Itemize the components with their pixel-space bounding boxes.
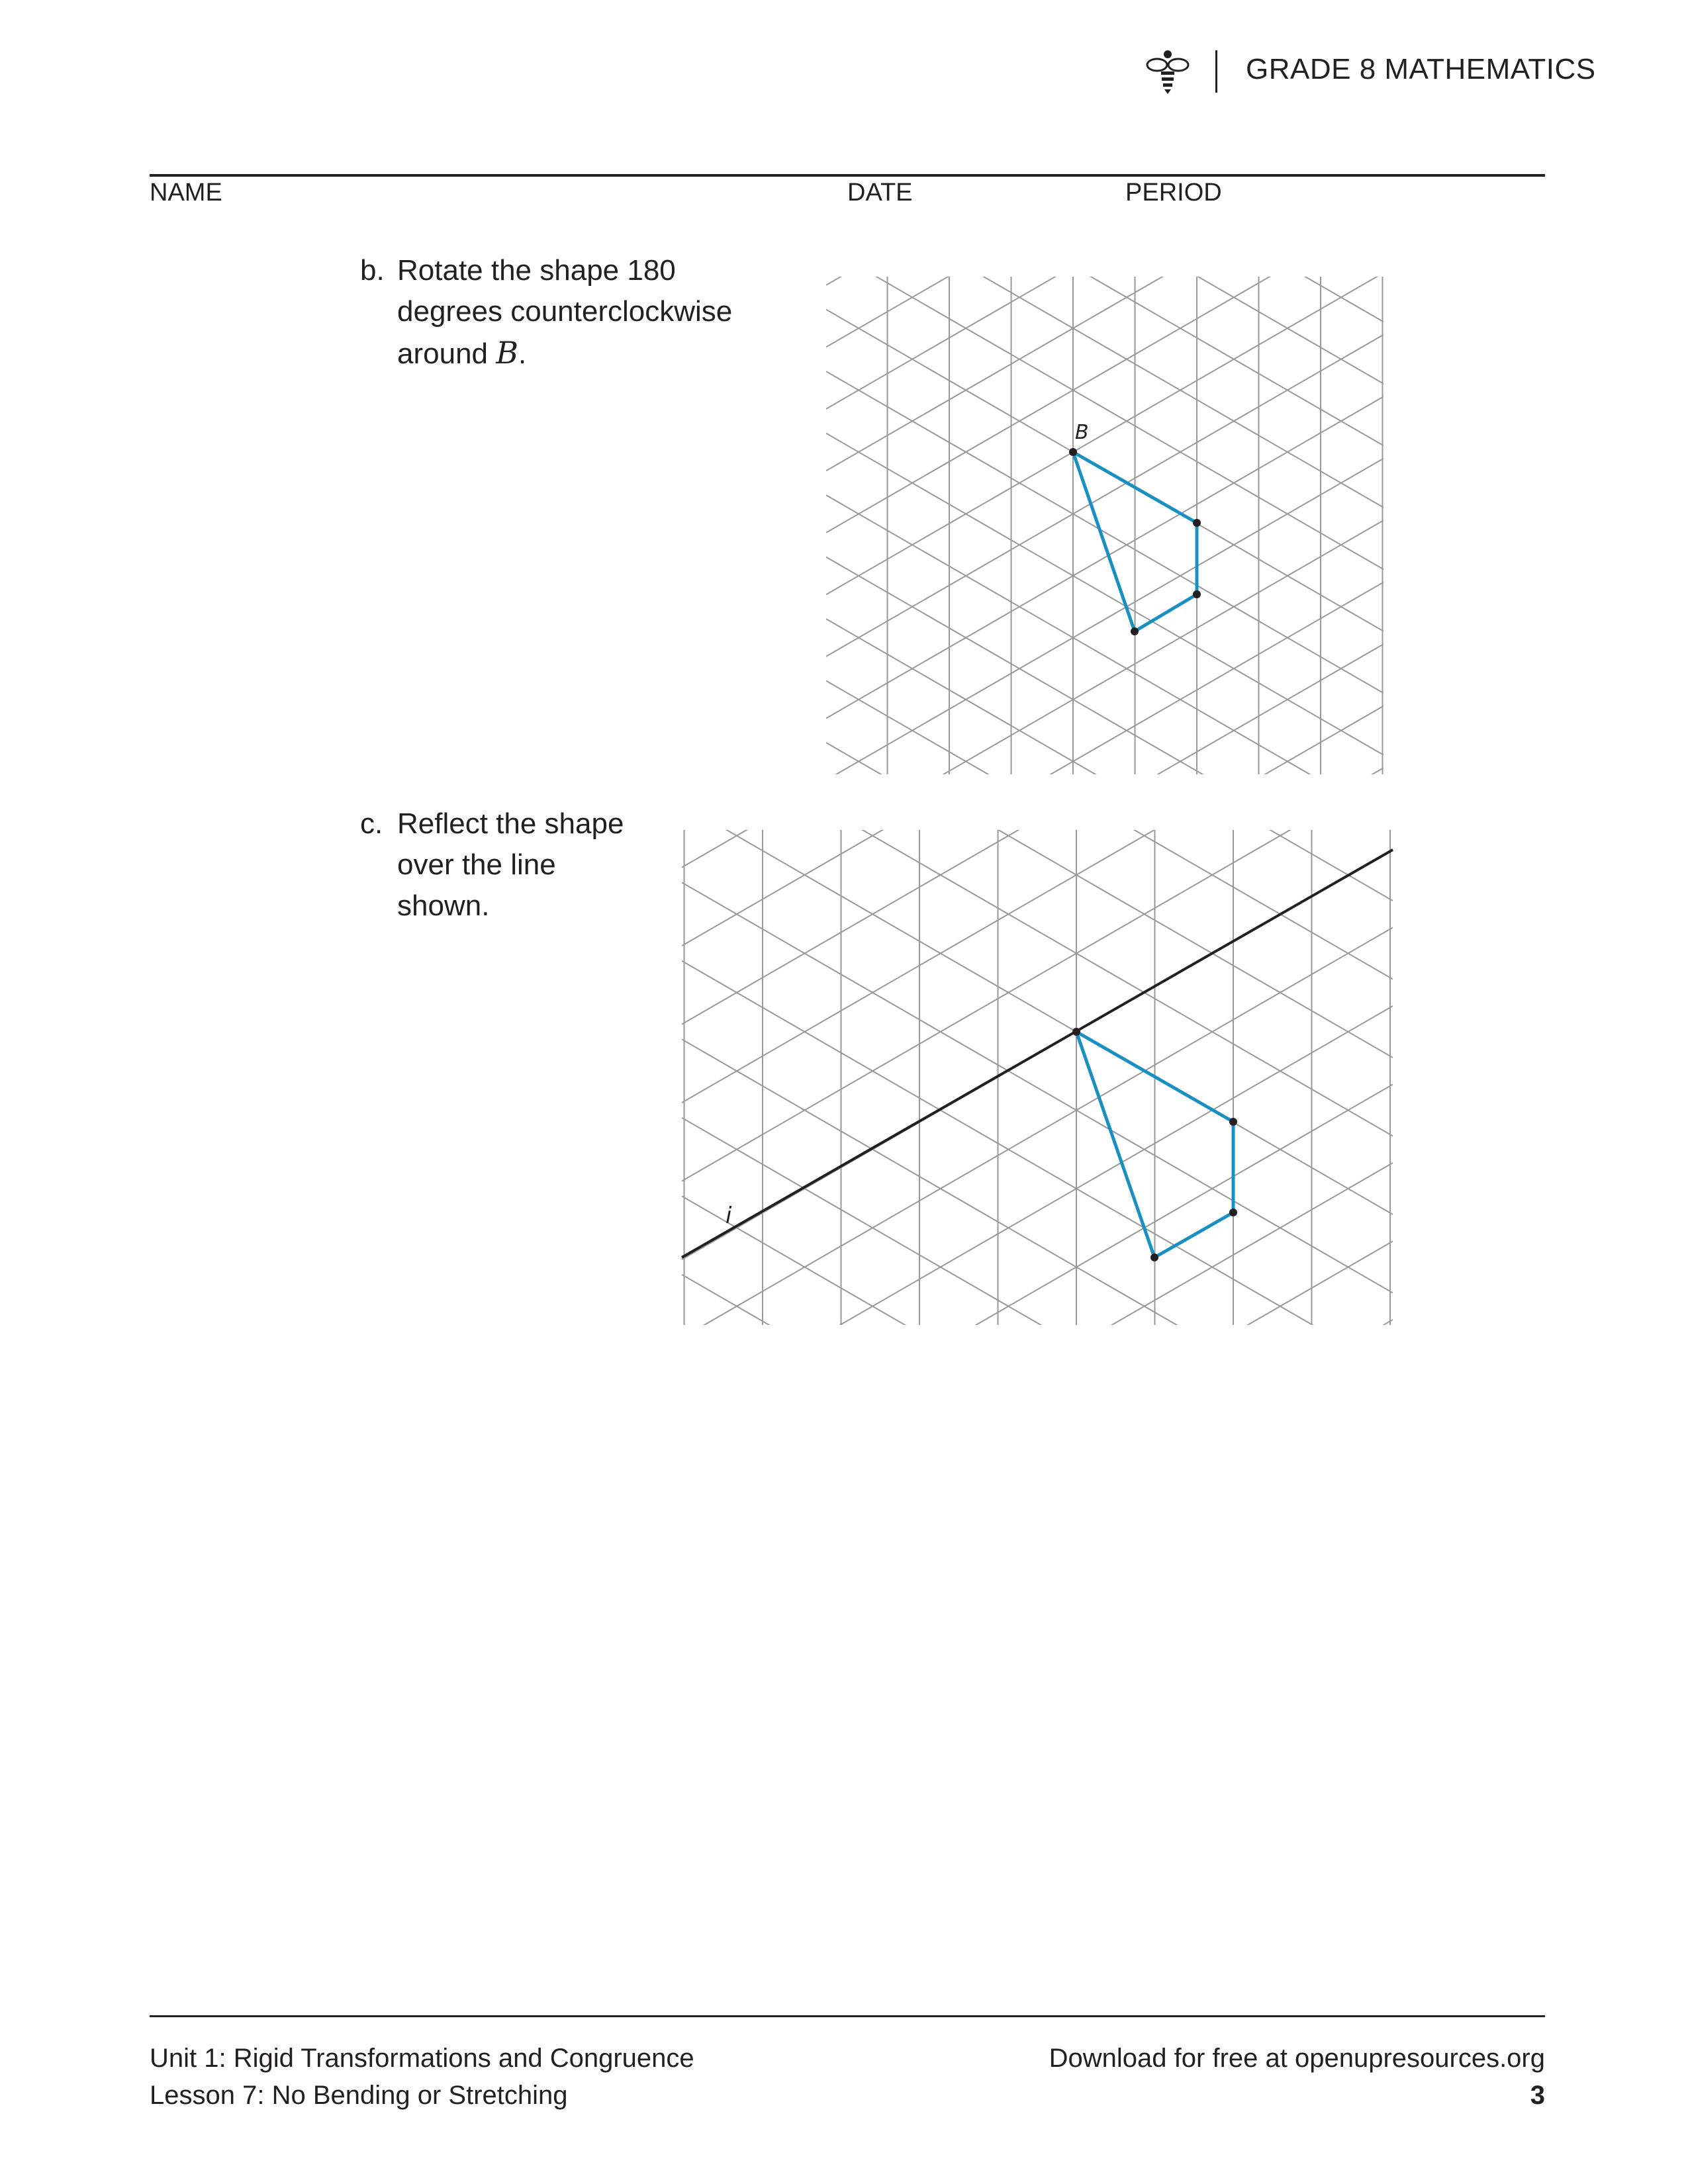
- grid-line: [682, 1118, 1393, 1528]
- grid-line: [826, 0, 1383, 285]
- grid-line: [682, 1823, 1393, 2184]
- grid-line: [826, 1361, 1383, 1683]
- page-number: 3: [1530, 2081, 1545, 2110]
- question-c-label: c.: [360, 807, 383, 840]
- grid-line: [826, 1387, 1383, 1708]
- reflection-line: [682, 850, 1393, 1257]
- grid-line: [682, 1196, 1393, 1606]
- grid-line: [682, 882, 1393, 1293]
- question-c-line-1: Reflect the shape: [397, 807, 624, 840]
- grid-line: [826, 459, 1383, 780]
- grid-line: [682, 1398, 1393, 1809]
- vertex-point: [1072, 1028, 1080, 1036]
- grid-line: [826, 0, 1383, 198]
- grid-line: [682, 1555, 1393, 1966]
- grid-line: [826, 248, 1383, 569]
- grid-line: [682, 1745, 1393, 2156]
- grid-line: [826, 186, 1383, 508]
- grid-line: [826, 124, 1383, 445]
- grid-line: [826, 520, 1383, 842]
- grid-line: [682, 1085, 1393, 1495]
- grid-line: [826, 1325, 1383, 1647]
- grid-line: [826, 1424, 1383, 1745]
- grid-line: [682, 1980, 1393, 2184]
- name-field-label: NAME: [150, 179, 222, 206]
- line-i-label: i: [726, 1203, 732, 1229]
- grid-line: [826, 0, 1383, 322]
- grid-line: [682, 1790, 1393, 2184]
- grid-line: [826, 433, 1383, 755]
- grid-line: [682, 1275, 1393, 1685]
- vertex-point: [1193, 519, 1201, 527]
- bee-logo-icon: [1144, 48, 1192, 95]
- grid-line: [682, 1006, 1393, 1416]
- header-divider: [1215, 50, 1217, 93]
- grid-line: [682, 1242, 1393, 1652]
- grid-line: [682, 771, 1393, 1181]
- grid-line: [826, 0, 1383, 13]
- vertex-point: [1069, 448, 1077, 456]
- triangular-grid-figure-c: [682, 830, 1393, 1325]
- grid-line: [826, 62, 1383, 384]
- question-c-line-3: shown.: [397, 889, 490, 922]
- footer-rule: [150, 2015, 1545, 2017]
- grid-line: [826, 396, 1383, 718]
- grid-line: [682, 1869, 1393, 2184]
- grid-line: [826, 371, 1383, 693]
- grid-line: [826, 87, 1383, 409]
- triangular-grid-figure-b: [826, 277, 1383, 774]
- grid-line: [682, 1039, 1393, 1449]
- grid-line: [682, 804, 1393, 1214]
- point-b-math: B: [496, 335, 519, 371]
- course-title: GRADE 8 MATHEMATICS: [1246, 53, 1596, 85]
- grid-line: [682, 1510, 1393, 1920]
- grid-line: [826, 335, 1383, 657]
- header-rule: [150, 174, 1545, 177]
- grid-line: [682, 1320, 1393, 1730]
- grid-line: [682, 1477, 1393, 1887]
- grid-line: [826, 211, 1383, 533]
- grid-line: [682, 0, 1393, 5]
- grid-line: [682, 0, 1393, 38]
- vertex-point: [1193, 590, 1201, 598]
- grid-line: [682, 1902, 1393, 2184]
- grid-line: [682, 2104, 1393, 2184]
- grid-line: [682, 0, 1393, 273]
- grid-line: [826, 0, 1383, 260]
- grid-line: [682, 2059, 1393, 2184]
- grid-line: [826, 0, 1383, 38]
- grid-line: [682, 1588, 1393, 1999]
- grid-line: [682, 0, 1393, 240]
- question-b-line-3: around B.: [397, 335, 527, 371]
- grid-line: [682, 1432, 1393, 1842]
- grid-line: [682, 1633, 1393, 2044]
- vertex-point: [1229, 1208, 1237, 1216]
- footer-download-link[interactable]: Download for free at openupresources.org: [1049, 2044, 1545, 2073]
- grid-line: [682, 1163, 1393, 1573]
- grid-line: [826, 1300, 1383, 1621]
- footer-lesson: Lesson 7: No Bending or Stretching: [150, 2081, 568, 2110]
- grid-line: [682, 961, 1393, 1371]
- question-b-line-1: Rotate the shape 180: [397, 254, 676, 287]
- grid-line: [682, 1353, 1393, 1763]
- grid-line: [682, 725, 1393, 1136]
- vertex-point: [1150, 1253, 1158, 1261]
- vertex-point: [1131, 627, 1139, 635]
- point-b-label: B: [1075, 421, 1089, 444]
- grid-line: [682, 0, 1393, 195]
- question-b-label: b.: [360, 254, 385, 287]
- footer-unit: Unit 1: Rigid Transformations and Congruence: [150, 2044, 694, 2073]
- period-field-label: PERIOD: [1125, 179, 1222, 206]
- date-field-label: DATE: [847, 179, 913, 206]
- question-c-line-2: over the line: [397, 848, 556, 881]
- vertex-point: [1229, 1118, 1237, 1126]
- grid-line: [682, 0, 1393, 318]
- question-b-line-2: degrees counterclockwise: [397, 295, 733, 328]
- grid-line: [682, 928, 1393, 1338]
